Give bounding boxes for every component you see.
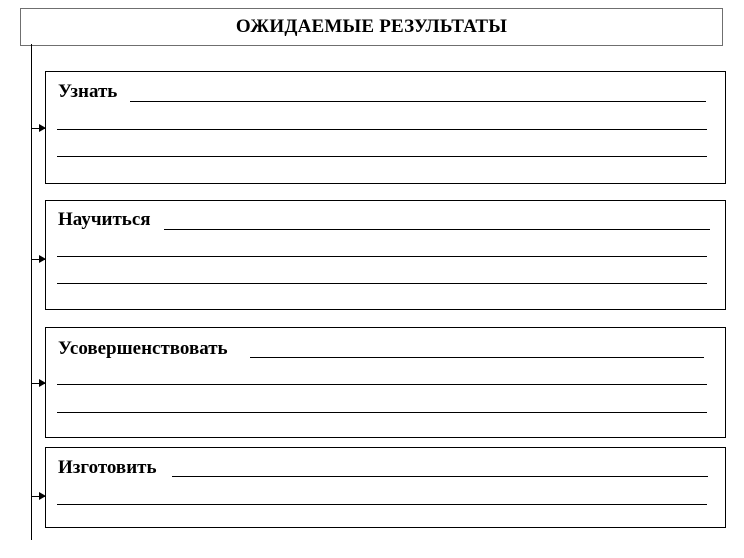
- section-label: Изготовить: [58, 457, 157, 478]
- section-box-learn: [45, 71, 726, 184]
- answer-line: [57, 412, 707, 413]
- answer-line: [130, 101, 706, 102]
- answer-line: [250, 357, 704, 358]
- arrow-icon: [31, 383, 45, 384]
- arrow-icon: [31, 496, 45, 497]
- section-label: Узнать: [58, 81, 118, 102]
- answer-line: [172, 476, 708, 477]
- answer-line: [57, 504, 707, 505]
- answer-line: [57, 384, 707, 385]
- title-box: [20, 8, 723, 46]
- section-box-learn-to: [45, 200, 726, 310]
- page-title: ОЖИДАЕМЫЕ РЕЗУЛЬТАТЫ: [235, 16, 508, 37]
- answer-line: [57, 156, 707, 157]
- answer-line: [164, 229, 710, 230]
- answer-line: [57, 129, 707, 130]
- section-label: Научиться: [58, 209, 151, 230]
- connector-line: [31, 44, 32, 540]
- answer-line: [57, 283, 707, 284]
- arrow-icon: [31, 128, 45, 129]
- answer-line: [57, 256, 707, 257]
- section-box-improve: [45, 327, 726, 438]
- arrow-icon: [31, 259, 45, 260]
- section-box-make: [45, 447, 726, 528]
- section-label: Усовершенствовать: [58, 338, 228, 359]
